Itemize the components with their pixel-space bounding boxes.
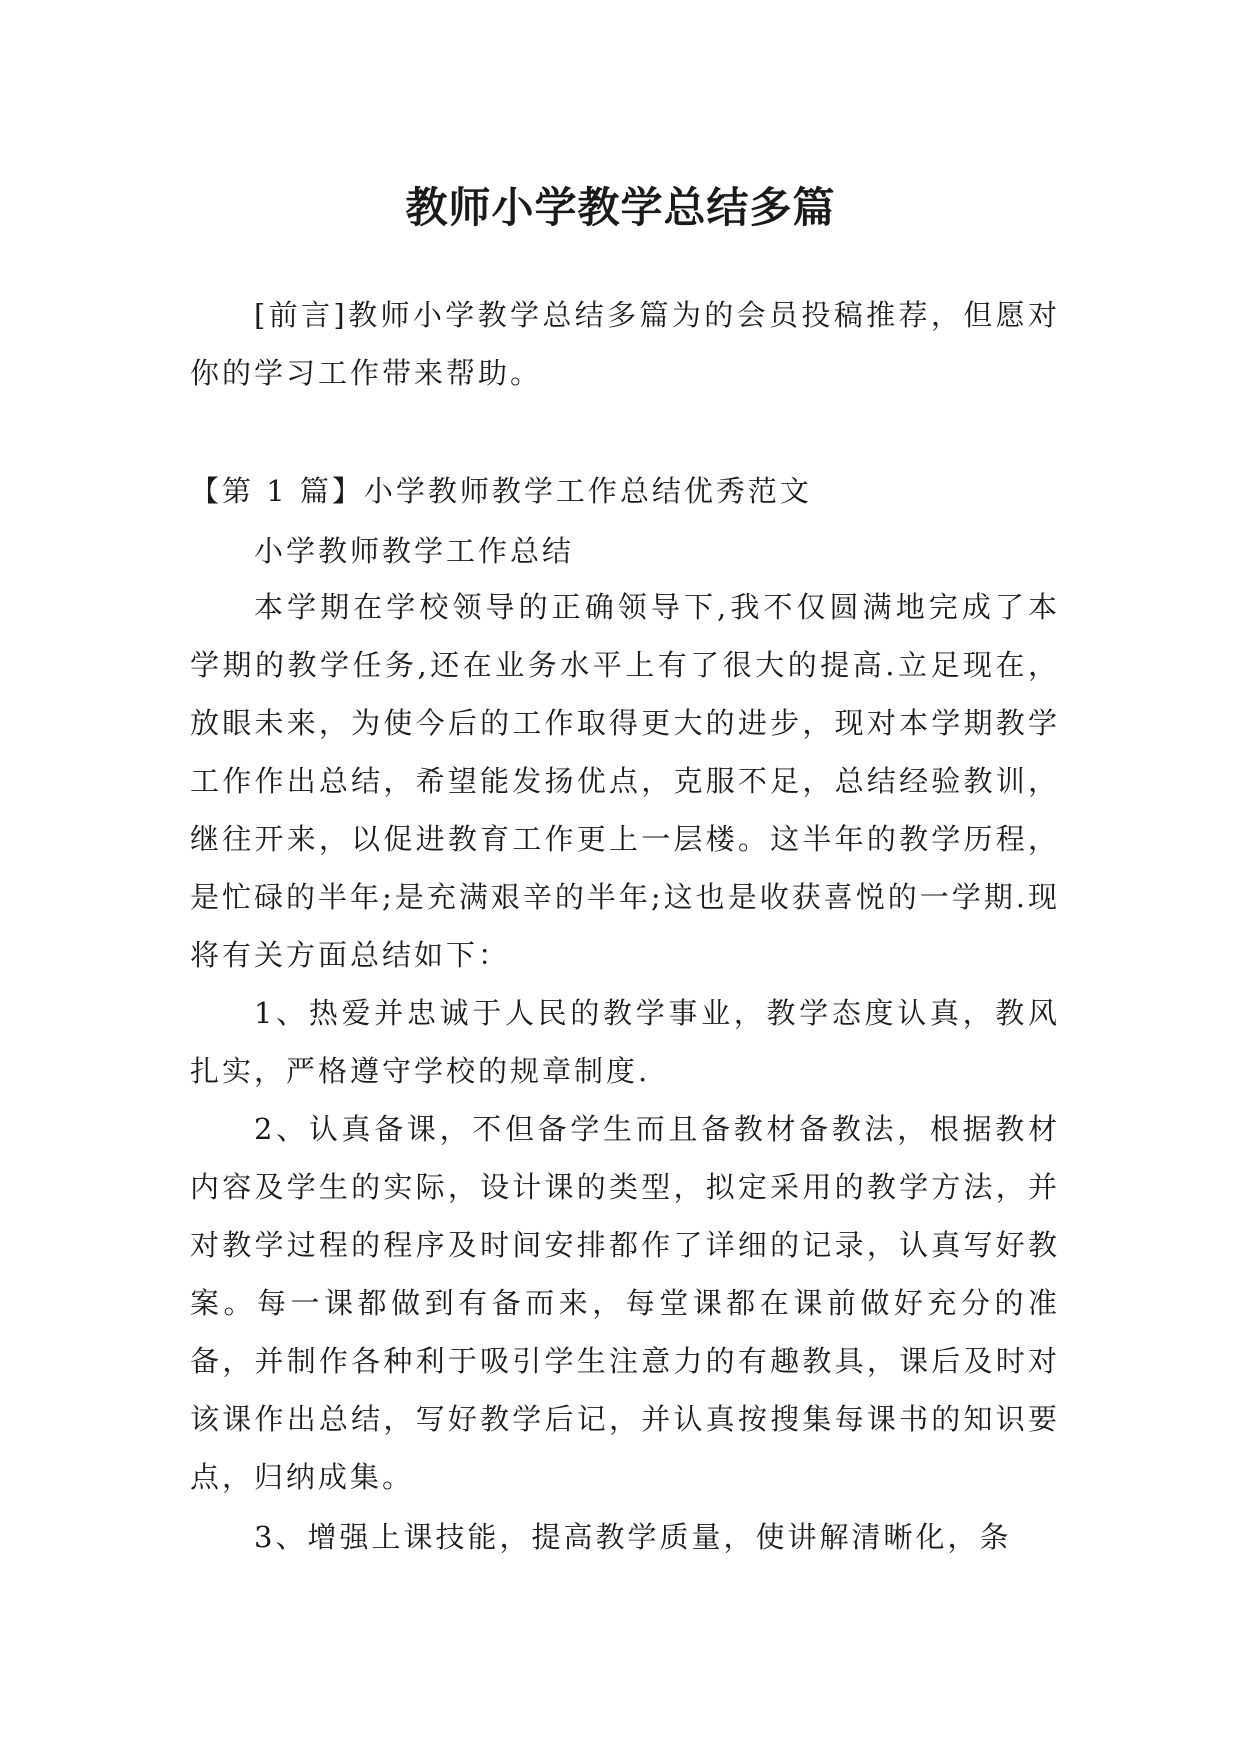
preface-paragraph: [前言]教师小学教学总结多篇为的会员投稿推荐，但愿对你的学习工作带来帮助。 xyxy=(190,298,1060,390)
sub-heading: 小学教师教学工作总结 xyxy=(254,534,575,568)
section-heading: 【第 1 篇】小学教师教学工作总结优秀范文 xyxy=(190,474,812,508)
document-title: 教师小学教学总结多篇 xyxy=(405,183,836,233)
list-item-2: 2、认真备课，不但备学生而且备教材备教法，根据教材 内容及学生的实际，设计课的类型，拟定采用的教学方法，并对教学过程的程序及时间安排都作了详细的记录，认真写好教案。每一课都做到有备而来，每堂课都在课前做好充分的准备，并制作各种利于吸引学生注意力的有趣教具，课后及时对该课作出总结，写好教学后记，并认真按搜集每课书的知识要点，归纳成集。 xyxy=(190,1112,1060,1494)
body-paragraph: 本学期在学校领导的正确领导下,我不仅圆满地完成了本学期的教学任务,还在业务水平上有了很大的提高.立足现在，放眼未来，为使今后的工作取得更大的进步，现对本学期教学工作作出总结，希望能发扬优点，克服不足，总结经验教训，继往开来，以促进教育工作更上一层楼。这半年的教学历程，是忙碌的半年;是充满艰辛的半年;这也是收获喜悦的一学期.现将有关方面总结如下： xyxy=(190,590,1060,972)
list-item-3: 3、增强上课技能，提高教学质量，使讲解清晰化，条 xyxy=(254,1520,1012,1554)
list-item-1: 1、热爱并忠诚于人民的教学事业，教学态度认真，教风扎实，严格遵守学校的规章制度. xyxy=(190,996,1060,1088)
